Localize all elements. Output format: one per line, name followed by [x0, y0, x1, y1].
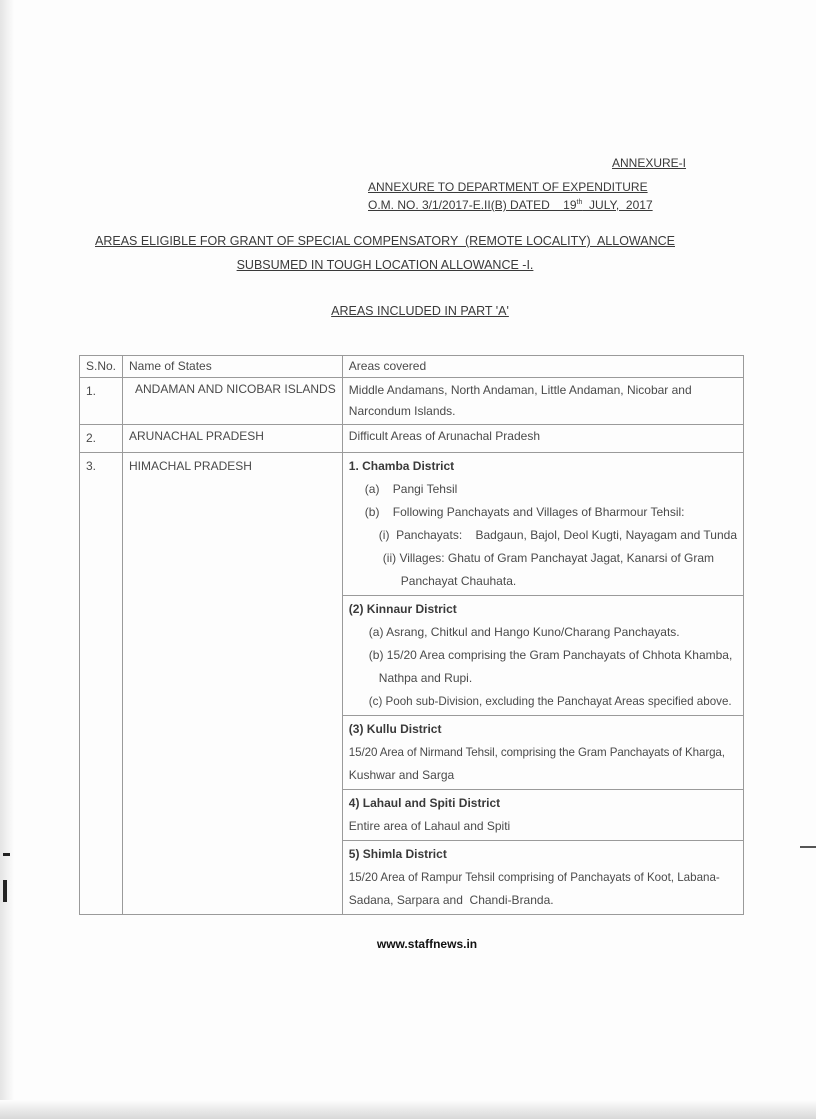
- scan-edge-left: [0, 0, 14, 1119]
- row-state: HIMACHAL PRADESH: [129, 459, 252, 473]
- reference-block: [368, 180, 653, 213]
- table-row: [80, 378, 744, 425]
- kinnaur-district-block: [343, 596, 743, 715]
- sub-item: (a) Asrang, Chitkul and Hango Kuno/Charang Panchayats.: [368, 625, 680, 639]
- district-title: (2) Kinnaur District: [348, 602, 457, 616]
- lahaul-district-block: [343, 790, 743, 840]
- district-title: 4) Lahaul and Spiti District: [348, 796, 501, 810]
- row-state: ARUNACHAL PRADESH: [129, 429, 264, 443]
- row-state: ANDAMAN AND NICOBAR ISLANDS: [135, 382, 336, 396]
- scan-mark: [3, 880, 7, 902]
- header-state: Name of States: [129, 359, 212, 373]
- sub-item: (c) Pooh sub-Division, excluding the Panchayat Areas specified above.: [368, 695, 732, 708]
- row-areas: [343, 378, 743, 424]
- row-areas: Difficult Areas of Arunachal Pradesh: [348, 429, 541, 443]
- reference-om-number: O.M. NO. 3/1/2017-E.II(B) DATED 19: [368, 198, 577, 212]
- part-heading: AREAS INCLUDED IN PART 'A': [331, 304, 509, 318]
- sub-item: 15/20 Area of Rampur Tehsil comprising of Panchayats of Koot, Labana-: [348, 871, 720, 884]
- sub-item: (ii) Villages: Ghatu of Gram Panchayat Jagat, Kanarsi of Gram: [382, 551, 715, 565]
- document-title-line-1: AREAS ELIGIBLE FOR GRANT OF SPECIAL COMPENSATORY (REMOTE LOCALITY) ALLOWANCE: [95, 234, 675, 248]
- sub-item: 15/20 Area of Nirmand Tehsil, comprising the Gram Panchayats of Kharga,: [348, 746, 725, 759]
- reference-line-1: ANNEXURE TO DEPARTMENT OF EXPENDITURE: [368, 180, 648, 194]
- header-sno: S.No.: [86, 359, 117, 373]
- reference-date-suffix: th: [576, 199, 583, 206]
- scan-mark: [3, 853, 10, 856]
- reference-line-2: [368, 195, 653, 213]
- district-title: 5) Shimla District: [348, 847, 447, 861]
- row-sno: 1.: [86, 384, 97, 398]
- district-title: (3) Kullu District: [348, 722, 442, 736]
- reference-date-month: JULY, 2017: [582, 198, 653, 212]
- sub-item: Nathpa and Rupi.: [378, 671, 473, 685]
- document-title-line-2: SUBSUMED IN TOUGH LOCATION ALLOWANCE -I.: [236, 258, 534, 272]
- table-header-row: [80, 356, 744, 378]
- row-sno: 2.: [86, 431, 97, 445]
- areas-text: Narcondum Islands.: [348, 404, 456, 418]
- sub-item: Entire area of Lahaul and Spiti: [348, 819, 511, 833]
- chamba-district-block: [343, 453, 743, 595]
- header-areas: Areas covered: [348, 359, 427, 373]
- sub-item: (b) 15/20 Area comprising the Gram Panchayats of Chhota Khamba,: [368, 648, 733, 662]
- sub-item: Panchayat Chauhata.: [400, 574, 517, 588]
- areas-text: Middle Andamans, North Andaman, Little Andaman, Nicobar and: [348, 383, 692, 397]
- scan-edge-bottom: [0, 1100, 816, 1119]
- sub-item: Kushwar and Sarga: [348, 768, 455, 782]
- sub-item: (a) Pangi Tehsil: [364, 482, 458, 496]
- table-row: [80, 425, 744, 453]
- district-title: 1. Chamba District: [348, 459, 455, 473]
- areas-table: [79, 355, 744, 915]
- kullu-district-block: [343, 716, 743, 789]
- row-sno: 3.: [86, 459, 97, 473]
- footer-website: www.staffnews.in: [376, 937, 478, 951]
- table-row: [80, 453, 744, 596]
- sub-item: (b) Following Panchayats and Villages of Bharmour Tehsil:: [364, 505, 685, 519]
- annexure-label: ANNEXURE-I: [612, 156, 687, 170]
- scan-mark: [800, 846, 816, 848]
- shimla-district-block: [343, 841, 743, 914]
- sub-item: (i) Panchayats: Badgaun, Bajol, Deol Kugti, Nayagam and Tunda: [378, 528, 737, 542]
- sub-item: Sadana, Sarpara and Chandi-Branda.: [348, 893, 554, 907]
